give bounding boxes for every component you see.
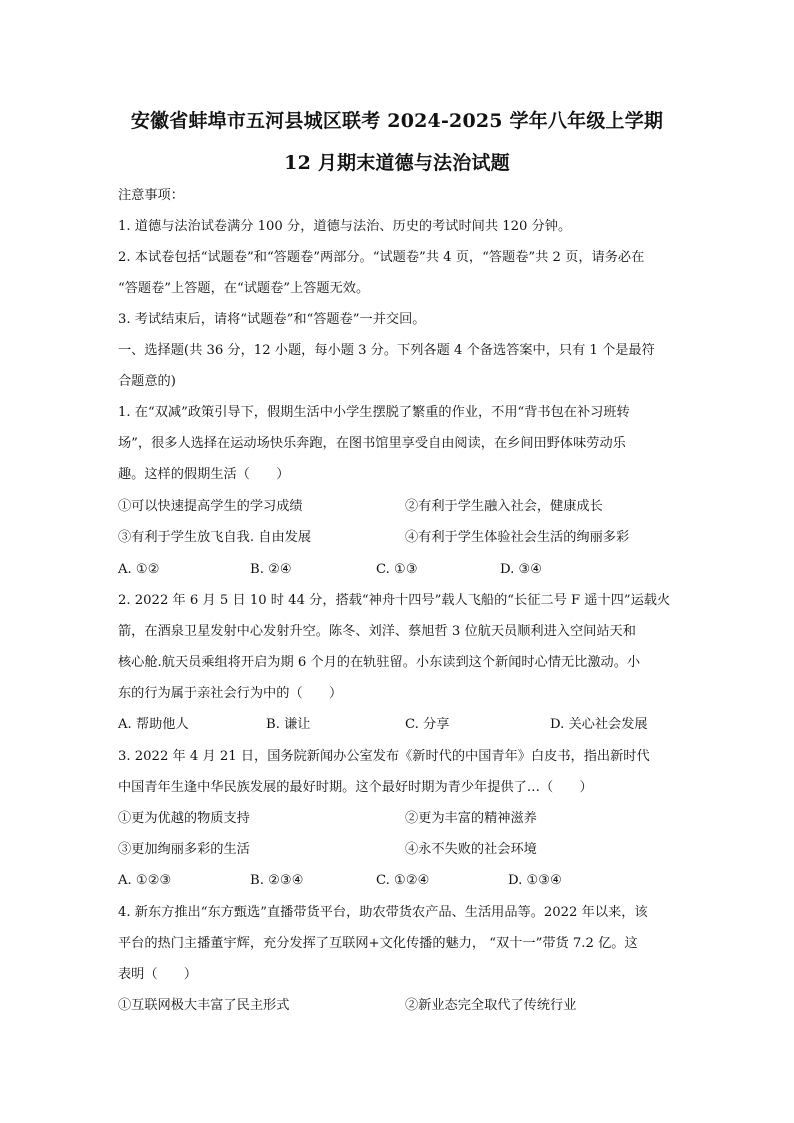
q1-option-a: A. ①②	[118, 562, 160, 577]
q3-statement-3: ③更加绚丽多彩的生活	[118, 842, 250, 857]
q2-option-b: B. 谦让	[266, 717, 311, 732]
q1-statement-2: ②有利于学生融入社会，健康成长	[405, 499, 603, 514]
q2-option-a: A. 帮助他人	[118, 717, 189, 732]
q2-stem-line-3: 核心舱.航天员乘组将开启为期 6 个月的在轨驻留。小东读到这个新闻时心情无比激动。小	[118, 655, 641, 670]
q2-option-c: C. 分享	[405, 717, 450, 732]
q1-option-c: C. ①③	[376, 562, 418, 577]
exam-title-line-1: 安徽省蚌埠市五河县城区联考 2024-2025 学年八年级上学期	[130, 110, 664, 132]
q1-stem-line-1: 1. 在“双减”政策引导下，假期生活中小学生摆脱了繁重的作业，不用“背书包在补习班转	[118, 405, 630, 420]
q4-stem-line-1: 4. 新东方推出“东方甄选”直播带货平台，助农带货农产品、生活用品等。2022 年以来，该	[118, 905, 648, 920]
q4-statement-1: ①互联网极大丰富了民主形式	[118, 998, 290, 1013]
q4-stem-line-3: 表明（ ）	[118, 967, 198, 982]
q2-stem-line-4: 东的行为属于亲社会行为中的（ ）	[118, 686, 343, 701]
q4-statement-2: ②新业态完全取代了传统行业	[405, 998, 577, 1013]
q2-option-d: D. 关心社会发展	[550, 717, 648, 732]
note-3: 3. 考试结束后，请将“试题卷”和“答题卷”一并交回。	[118, 312, 426, 327]
section-heading-continued: 合题意的)	[118, 374, 176, 389]
q1-statement-3: ③有利于学生放飞自我. 自由发展	[118, 530, 312, 545]
q2-stem-line-2: 箭，在酒泉卫星发射中心发射升空。陈冬、刘洋、蔡旭哲 3 位航天员顺利进入空间站天和	[118, 624, 636, 639]
note-1: 1. 道德与法治试卷满分 100 分，道德与法治、历史的考试时间共 120 分钟。	[118, 219, 572, 234]
section-heading: 一、选择题(共 36 分，12 小题，每小题 3 分。下列各题 4 个备选答案中，只有 1 个是最符	[118, 343, 655, 358]
q1-stem-line-2: 场”，很多人选择在运动场快乐奔跑，在图书馆里享受自由阅读，在乡间田野体味劳动乐	[118, 436, 626, 451]
q3-stem-line-2: 中国青年生逢中华民族发展的最好时期。这个最好时期为青少年提供了…（ ）	[118, 780, 593, 795]
q3-statement-1: ①更为优越的物质支持	[118, 811, 250, 826]
q3-option-b: B. ②③④	[250, 873, 304, 888]
q3-statement-2: ②更为丰富的精神滋养	[405, 811, 537, 826]
q2-stem-line-1: 2. 2022 年 6 月 5 日 10 时 44 分，搭载“神舟十四号”载人飞船的“长征二号 F 遥十四”运载火	[118, 593, 671, 608]
note-2-continued: “答题卷”上答题，在“试题卷”上答题无效。	[118, 281, 370, 296]
q3-stem-line-1: 3. 2022 年 4 月 21 日，国务院新闻办公室发布《新时代的中国青年》白皮书，指出新时代	[118, 749, 650, 764]
note-2: 2. 本试卷包括“试题卷”和“答题卷”两部分。“试题卷”共 4 页，“答题卷”共 2 页，请务必在	[118, 250, 645, 265]
q3-option-d: D. ①③④	[508, 873, 562, 888]
q1-option-d: D. ③④	[500, 562, 543, 577]
q1-statement-4: ④有利于学生体验社会生活的绚丽多彩	[405, 530, 630, 545]
exam-title-line-2: 12 月期末道德与法治试题	[284, 152, 510, 174]
q3-option-c: C. ①②④	[376, 873, 430, 888]
q4-stem-line-2: 平台的热门主播董宇辉，充分发挥了互联网+文化传播的魅力， “双十一”带货 7.2 亿。这	[118, 936, 638, 951]
q3-statement-4: ④永不失败的社会环境	[405, 842, 537, 857]
q3-option-a: A. ①②③	[118, 873, 172, 888]
notes-heading: 注意事项：	[118, 188, 184, 203]
q1-stem-line-3: 趣。这样的假期生活（ ）	[118, 467, 290, 482]
q1-statement-1: ①可以快速提高学生的学习成绩	[118, 499, 303, 514]
q1-option-b: B. ②④	[250, 562, 292, 577]
